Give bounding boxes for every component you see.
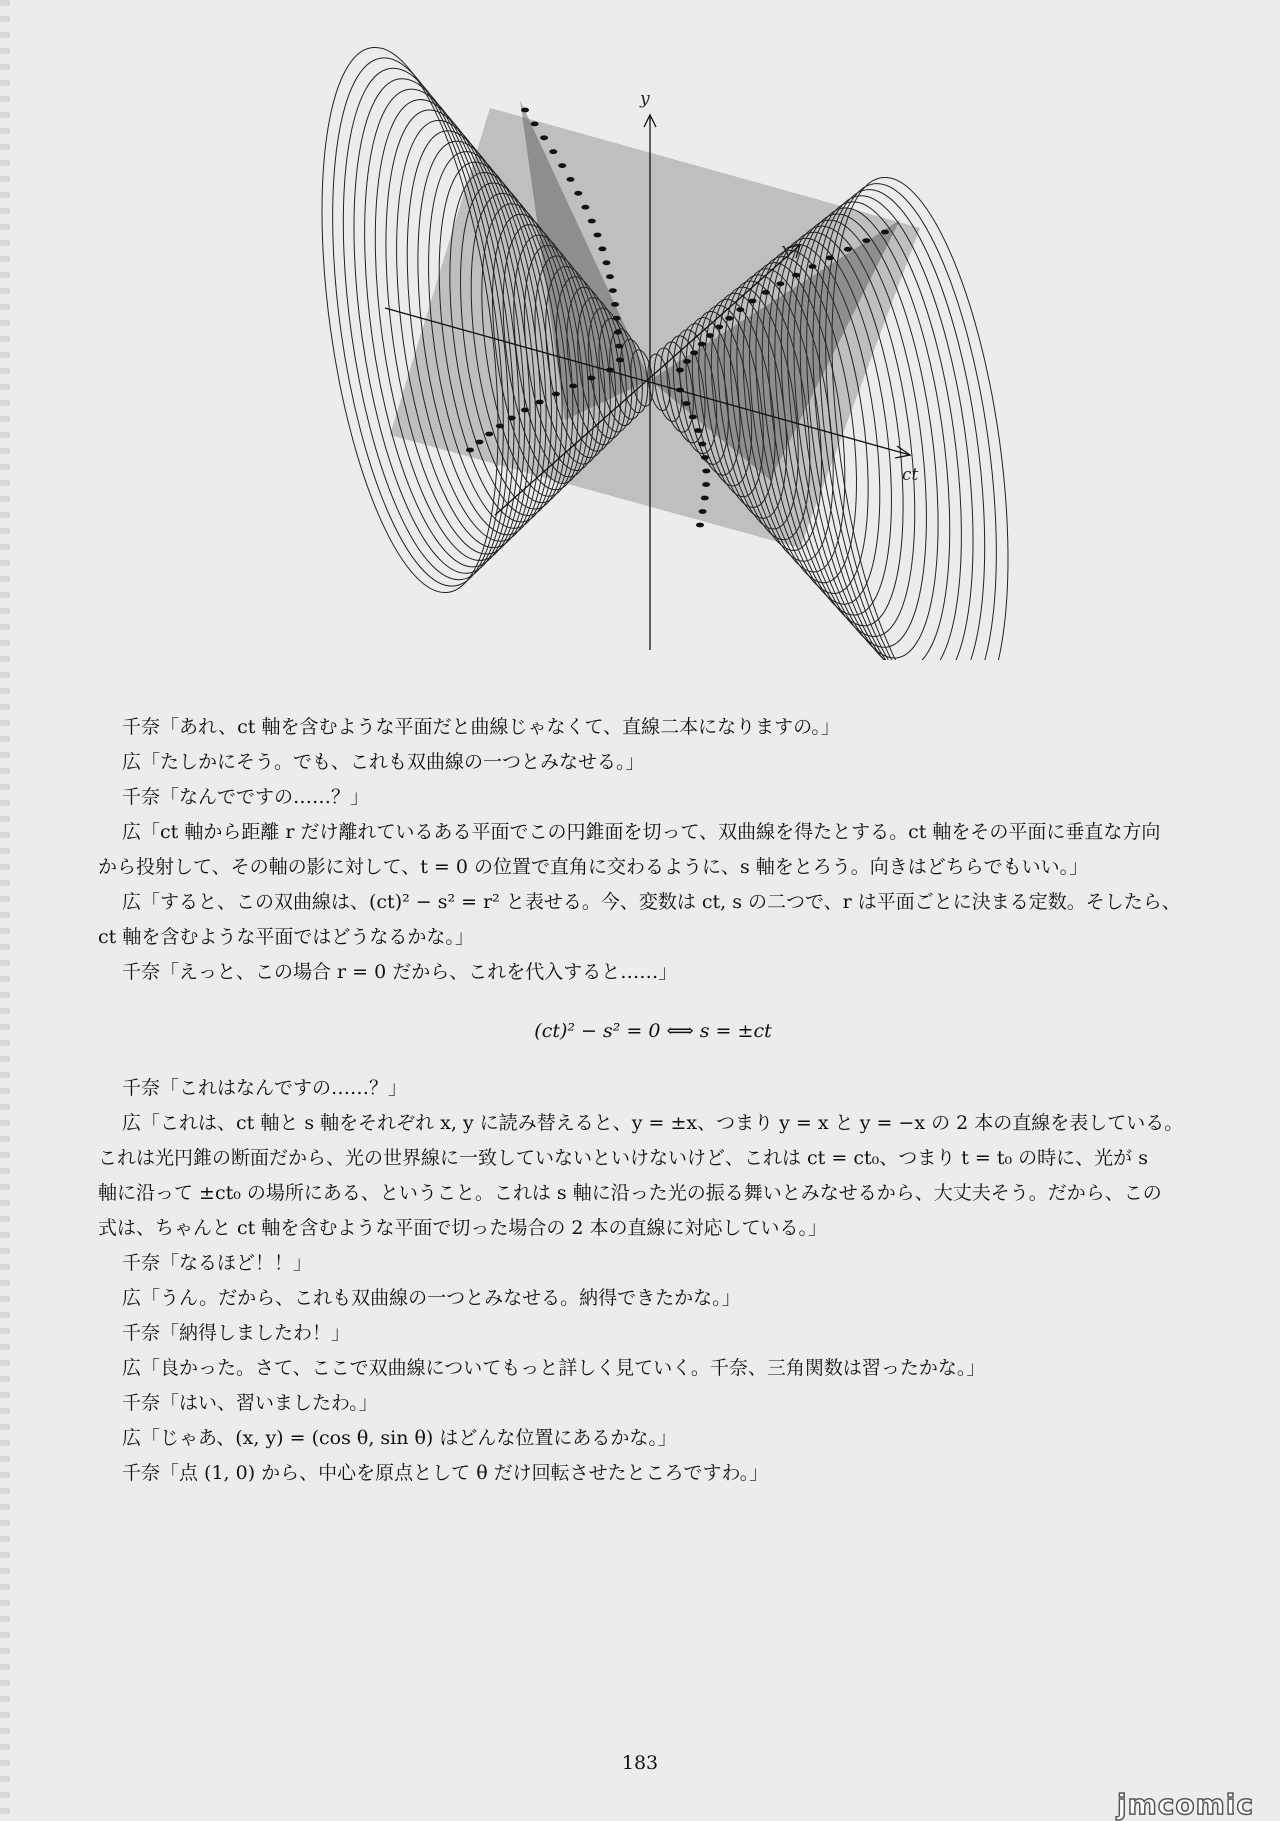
hyperbola-point [466, 448, 474, 453]
paragraph-6: 千奈「えっと、この場合 r = 0 だから、これを代入すると……」 [122, 961, 678, 983]
hyperbola-point [475, 440, 483, 445]
hyperbola-point [701, 455, 709, 460]
hyperbola-point [569, 384, 577, 389]
paragraph-1: 千奈「あれ、ct 軸を含むような平面だと曲線じゃなくて、直線二本になりますの。」 [122, 716, 840, 738]
paragraph-4-line-2: から投射して、その軸の影に対して、t = 0 の位置で直角に交わるように、s 軸をとろう。向きはどちらでもいい。」 [98, 856, 1089, 878]
hyperbola-point [683, 401, 691, 406]
hyperbola-point [689, 415, 697, 420]
hyperbola-point [613, 316, 621, 321]
paragraph-4-line-1: 広「ct 軸から距離 r だけ離れているある平面でこの円錐面を切って、双曲線を得たとする。ct 軸をその平面に垂直な方向 [122, 821, 1161, 843]
hyperbola-point [698, 342, 706, 347]
hyperbola-point [702, 469, 710, 474]
equation: (ct)² − s² = 0 ⟺ s = ±ct [534, 1020, 772, 1042]
paragraph-5-line-1: 広「すると、この双曲線は、(ct)² − s² = r² と表せる。今、変数は ct, s の二つで、r は平面ごとに決まる定数。そしたら、 [122, 891, 1181, 913]
hyperbola-point [881, 230, 889, 235]
hyperbola-point [715, 325, 723, 330]
hyperbola-point [826, 256, 834, 261]
paragraph-11: 千奈「納得しましたわ！」 [122, 1322, 351, 1344]
hyperbola-point [521, 108, 529, 113]
hyperbola-point [531, 122, 539, 127]
hyperbola-point [606, 368, 614, 373]
paragraph-12: 広「良かった。さて、ここで双曲線についてもっと詳しく見ていく。千奈、三角関数は習ったかな。」 [122, 1357, 986, 1379]
hyperbola-point [611, 302, 619, 307]
hyperbola-point [701, 496, 709, 501]
hyperbola-point [587, 376, 595, 381]
hyperbola-point [862, 238, 870, 243]
paragraph-8-line-1: 広「これは、ct 軸と s 軸をそれぞれ x, y に読み替えると、y = ±x、つまり y = x と y = −x の 2 本の直線を表している。 [122, 1112, 1184, 1134]
hyperbola-point [598, 247, 606, 252]
paragraph-8-line-2: これは光円錐の断面だから、光の世界線に一致していないといけないけど、これは ct = ct₀、つまり t = t₀ の時に、光が s [98, 1147, 1148, 1169]
paragraph-5-line-2: ct 軸を含むような平面ではどうなるかな。」 [98, 926, 474, 948]
hyperbola-point [696, 523, 704, 528]
hyperbola-point [508, 416, 516, 421]
hyperbola-point [690, 350, 698, 355]
hyperbola-point [606, 274, 614, 279]
light-cone-figure [0, 0, 1280, 660]
hyperbola-point [549, 149, 557, 154]
hyperbola-point [521, 408, 529, 413]
dialogue-text [98, 710, 1208, 1491]
hyperbola-point [725, 316, 733, 321]
paragraph-14: 広「じゃあ、(x, y) = (cos θ, sin θ) はどんな位置にあるかな。」 [122, 1427, 677, 1449]
paragraph-7: 千奈「これはなんですの……？」 [122, 1077, 408, 1099]
hyperbola-point [844, 247, 852, 252]
hyperbola-point [749, 299, 757, 304]
hyperbola-point [552, 392, 560, 397]
hyperbola-point [706, 333, 714, 338]
paragraph-13: 千奈「はい、習いましたわ。」 [122, 1392, 378, 1414]
paragraph-2: 広「たしかにそう。でも、これも双曲線の一つとみなせる。」 [122, 751, 645, 773]
hyperbola-point [809, 264, 817, 269]
hyperbola-point [594, 233, 602, 238]
hyperbola-point [614, 330, 622, 335]
watermark-logo: jmcomic [1117, 1788, 1254, 1821]
x-axis-label: x [781, 240, 791, 260]
hyperbola-point [574, 191, 582, 196]
hyperbola-point [683, 359, 691, 364]
hyperbola-point [567, 177, 575, 182]
hyperbola-point [496, 424, 504, 429]
hyperbola-point [603, 260, 611, 265]
hyperbola-point [702, 482, 710, 487]
paragraph-15: 千奈「点 (1, 0) から、中心を原点として θ だけ回転させたところですわ。」 [122, 1462, 769, 1484]
hyperbola-point [676, 388, 684, 393]
hyperbola-point [558, 163, 566, 168]
hyperbola-point [762, 290, 770, 295]
hyperbola-point [485, 432, 493, 437]
hyperbola-point [698, 442, 706, 447]
paragraph-8-line-3: 軸に沿って ±ct₀ の場所にある、ということ。これは s 軸に沿った光の振る舞いとみなせるから、大丈夫そう。だから、この [98, 1182, 1162, 1204]
hyperbola-point [776, 281, 784, 286]
hyperbola-point [581, 205, 589, 210]
hyperbola-point [536, 400, 544, 405]
hyperbola-point [676, 368, 684, 373]
hyperbola-point [609, 288, 617, 293]
y-axis-label: y [640, 89, 650, 109]
hyperbola-point [588, 219, 596, 224]
page-number: 183 [621, 1752, 659, 1774]
hyperbola-point [615, 344, 623, 349]
hyperbola-point [699, 509, 707, 514]
paragraph-8-line-4: 式は、ちゃんと ct 軸を含むような平面で切った場合の 2 本の直線に対応している。」 [98, 1217, 828, 1239]
ct-axis-label: ct [902, 465, 919, 485]
paragraph-3: 千奈「なんでですの……？」 [122, 786, 370, 808]
hyperbola-point [736, 307, 744, 312]
paragraph-9: 千奈「なるほど！！」 [122, 1252, 313, 1274]
hyperbola-point [792, 273, 800, 278]
hyperbola-point [616, 358, 624, 363]
paragraph-10: 広「うん。だから、これも双曲線の一つとみなせる。納得できたかな。」 [122, 1287, 741, 1309]
hyperbola-point [540, 135, 548, 140]
hyperbola-point [694, 428, 702, 433]
